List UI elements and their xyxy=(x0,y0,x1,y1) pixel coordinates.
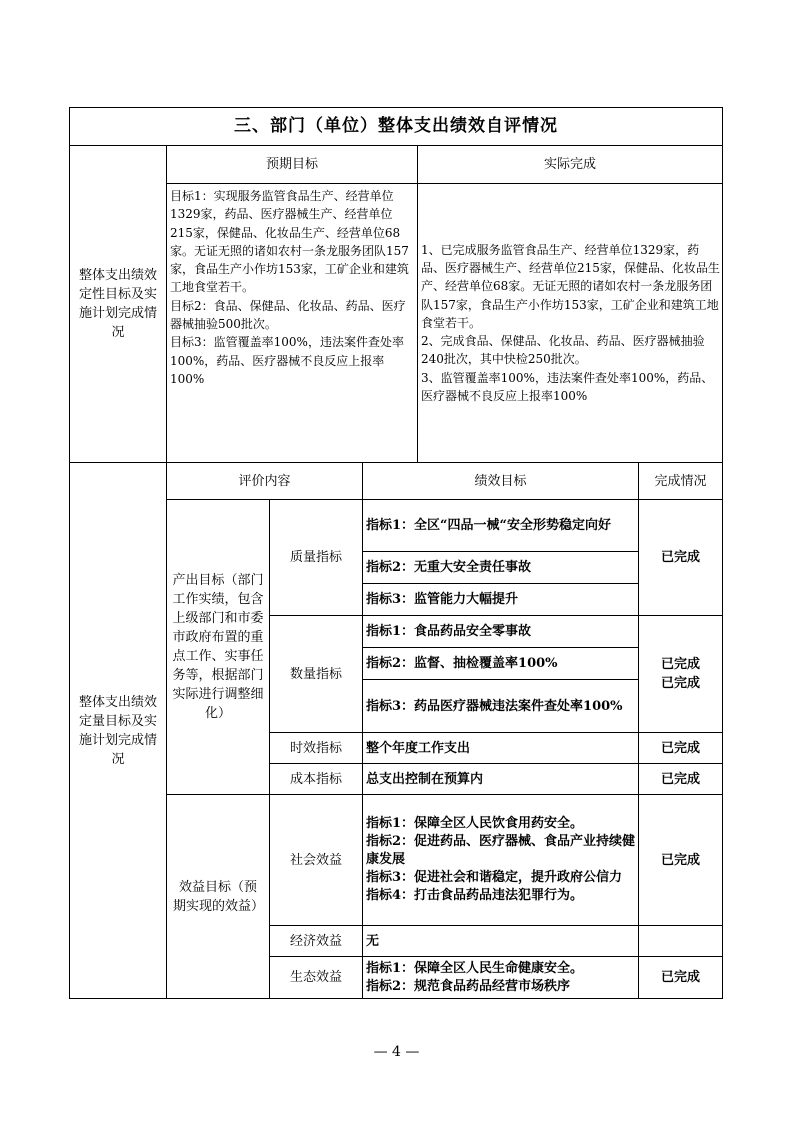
evaluation-table xyxy=(69,107,723,999)
economic-benefit-label: 经济效益 xyxy=(270,926,363,957)
expected-goal-text: 目标1：实现服务监管食品生产、经营单位1329家，药品、医疗器械生产、经营单位215家，保健品、化妆品生产、经营单位68家。无证无照的诸如农村一条龙服务团队157家，食品生产小作坊153家，工矿企业和建筑工地食堂若干。 目标2：食品、保健品、化妆品、药品、医疗器械抽验500批次。 目标3：监管覆盖率100%，违法案件查处率100%，药品、医疗器械不良反应上报率100% xyxy=(167,184,418,463)
output-goal-label: 产出目标（部门工作实绩，包含上级部门和市委市政府布置的重点工作、实事任务等，根据部门实际进行调整细化） xyxy=(167,500,270,795)
timeliness-target: 整个年度工作支出 xyxy=(363,733,639,764)
quality-target-2: 指标2：无重大安全责任事故 xyxy=(363,552,639,584)
quantitative-row-label: 整体支出绩效定量目标及实施计划完成情况 xyxy=(70,463,167,998)
cost-status: 已完成 xyxy=(639,764,722,795)
table-title: 三、部门（单位）整体支出绩效自评情况 xyxy=(70,108,722,146)
cost-indicator-label: 成本指标 xyxy=(270,764,363,795)
actual-completion-text: 1、已完成服务监管食品生产、经营单位1329家，药品、医疗器械生产、经营单位215家，保健品、化妆品生产、经营单位68家。无证无照的诸如农村一条龙服务团队157家，食品生产小作坊153家，工矿企业和建筑工地食堂若干。 2、完成食品、保健品、化妆品、药品、医疗器械抽验240批次，其中快检250批次。 3、监管覆盖率100%，违法案件查处率100%，药品、医疗器械不良反应上报率100% xyxy=(418,184,722,463)
ecological-benefit-target: 指标1：保障全区人民生命健康安全。 指标2：规范食品药品经营市场秩序 xyxy=(363,957,639,998)
qualitative-row-label: 整体支出绩效定性目标及实施计划完成情况 xyxy=(70,146,167,463)
benefit-goal-label: 效益目标（预期实现的效益） xyxy=(167,795,270,998)
ecological-benefit-status: 已完成 xyxy=(660,970,700,985)
quality-status: 已完成 xyxy=(639,500,722,616)
social-benefit-status: 已完成 xyxy=(639,795,722,926)
completion-status-header: 完成情况 xyxy=(639,463,722,500)
quality-target-3: 指标3：监管能力大幅提升 xyxy=(363,584,639,616)
expected-goal-header: 预期目标 xyxy=(167,146,418,184)
quality-indicator-label: 质量指标 xyxy=(270,500,363,616)
quantity-indicator-label: 数量指标 xyxy=(270,616,363,733)
quantity-target-2: 指标2：监督、抽检覆盖率100% xyxy=(363,648,639,680)
cost-target: 总支出控制在预算内 xyxy=(363,764,639,795)
actual-completion-header: 实际完成 xyxy=(418,146,722,184)
economic-benefit-status xyxy=(639,926,722,957)
performance-target-header: 绩效目标 xyxy=(363,463,639,500)
evaluation-content-header: 评价内容 xyxy=(167,463,363,500)
quantity-status: 已完成 已完成 xyxy=(639,616,722,733)
social-benefit-label: 社会效益 xyxy=(270,795,363,926)
social-benefit-target: 指标1：保障全区人民饮食用药安全。 指标2：促进药品、医疗器械、食品产业持续健康发展 指标3：促进社会和谐稳定，提升政府公信力 指标4：打击食品药品违法犯罪行为。 xyxy=(363,795,639,926)
timeliness-indicator-label: 时效指标 xyxy=(270,733,363,764)
economic-benefit-target: 无 xyxy=(363,926,639,957)
quantity-target-1: 指标1：食品药品安全零事故 xyxy=(363,616,639,648)
timeliness-status: 已完成 xyxy=(639,733,722,764)
page-number: — 4 — xyxy=(373,1044,420,1060)
quantity-target-3: 指标3：药品医疗器械违法案件查处率100% xyxy=(363,680,639,733)
quality-target-1: 指标1：全区“四品一械“安全形势稳定向好 xyxy=(363,500,639,552)
ecological-benefit-label: 生态效益 xyxy=(270,957,363,998)
